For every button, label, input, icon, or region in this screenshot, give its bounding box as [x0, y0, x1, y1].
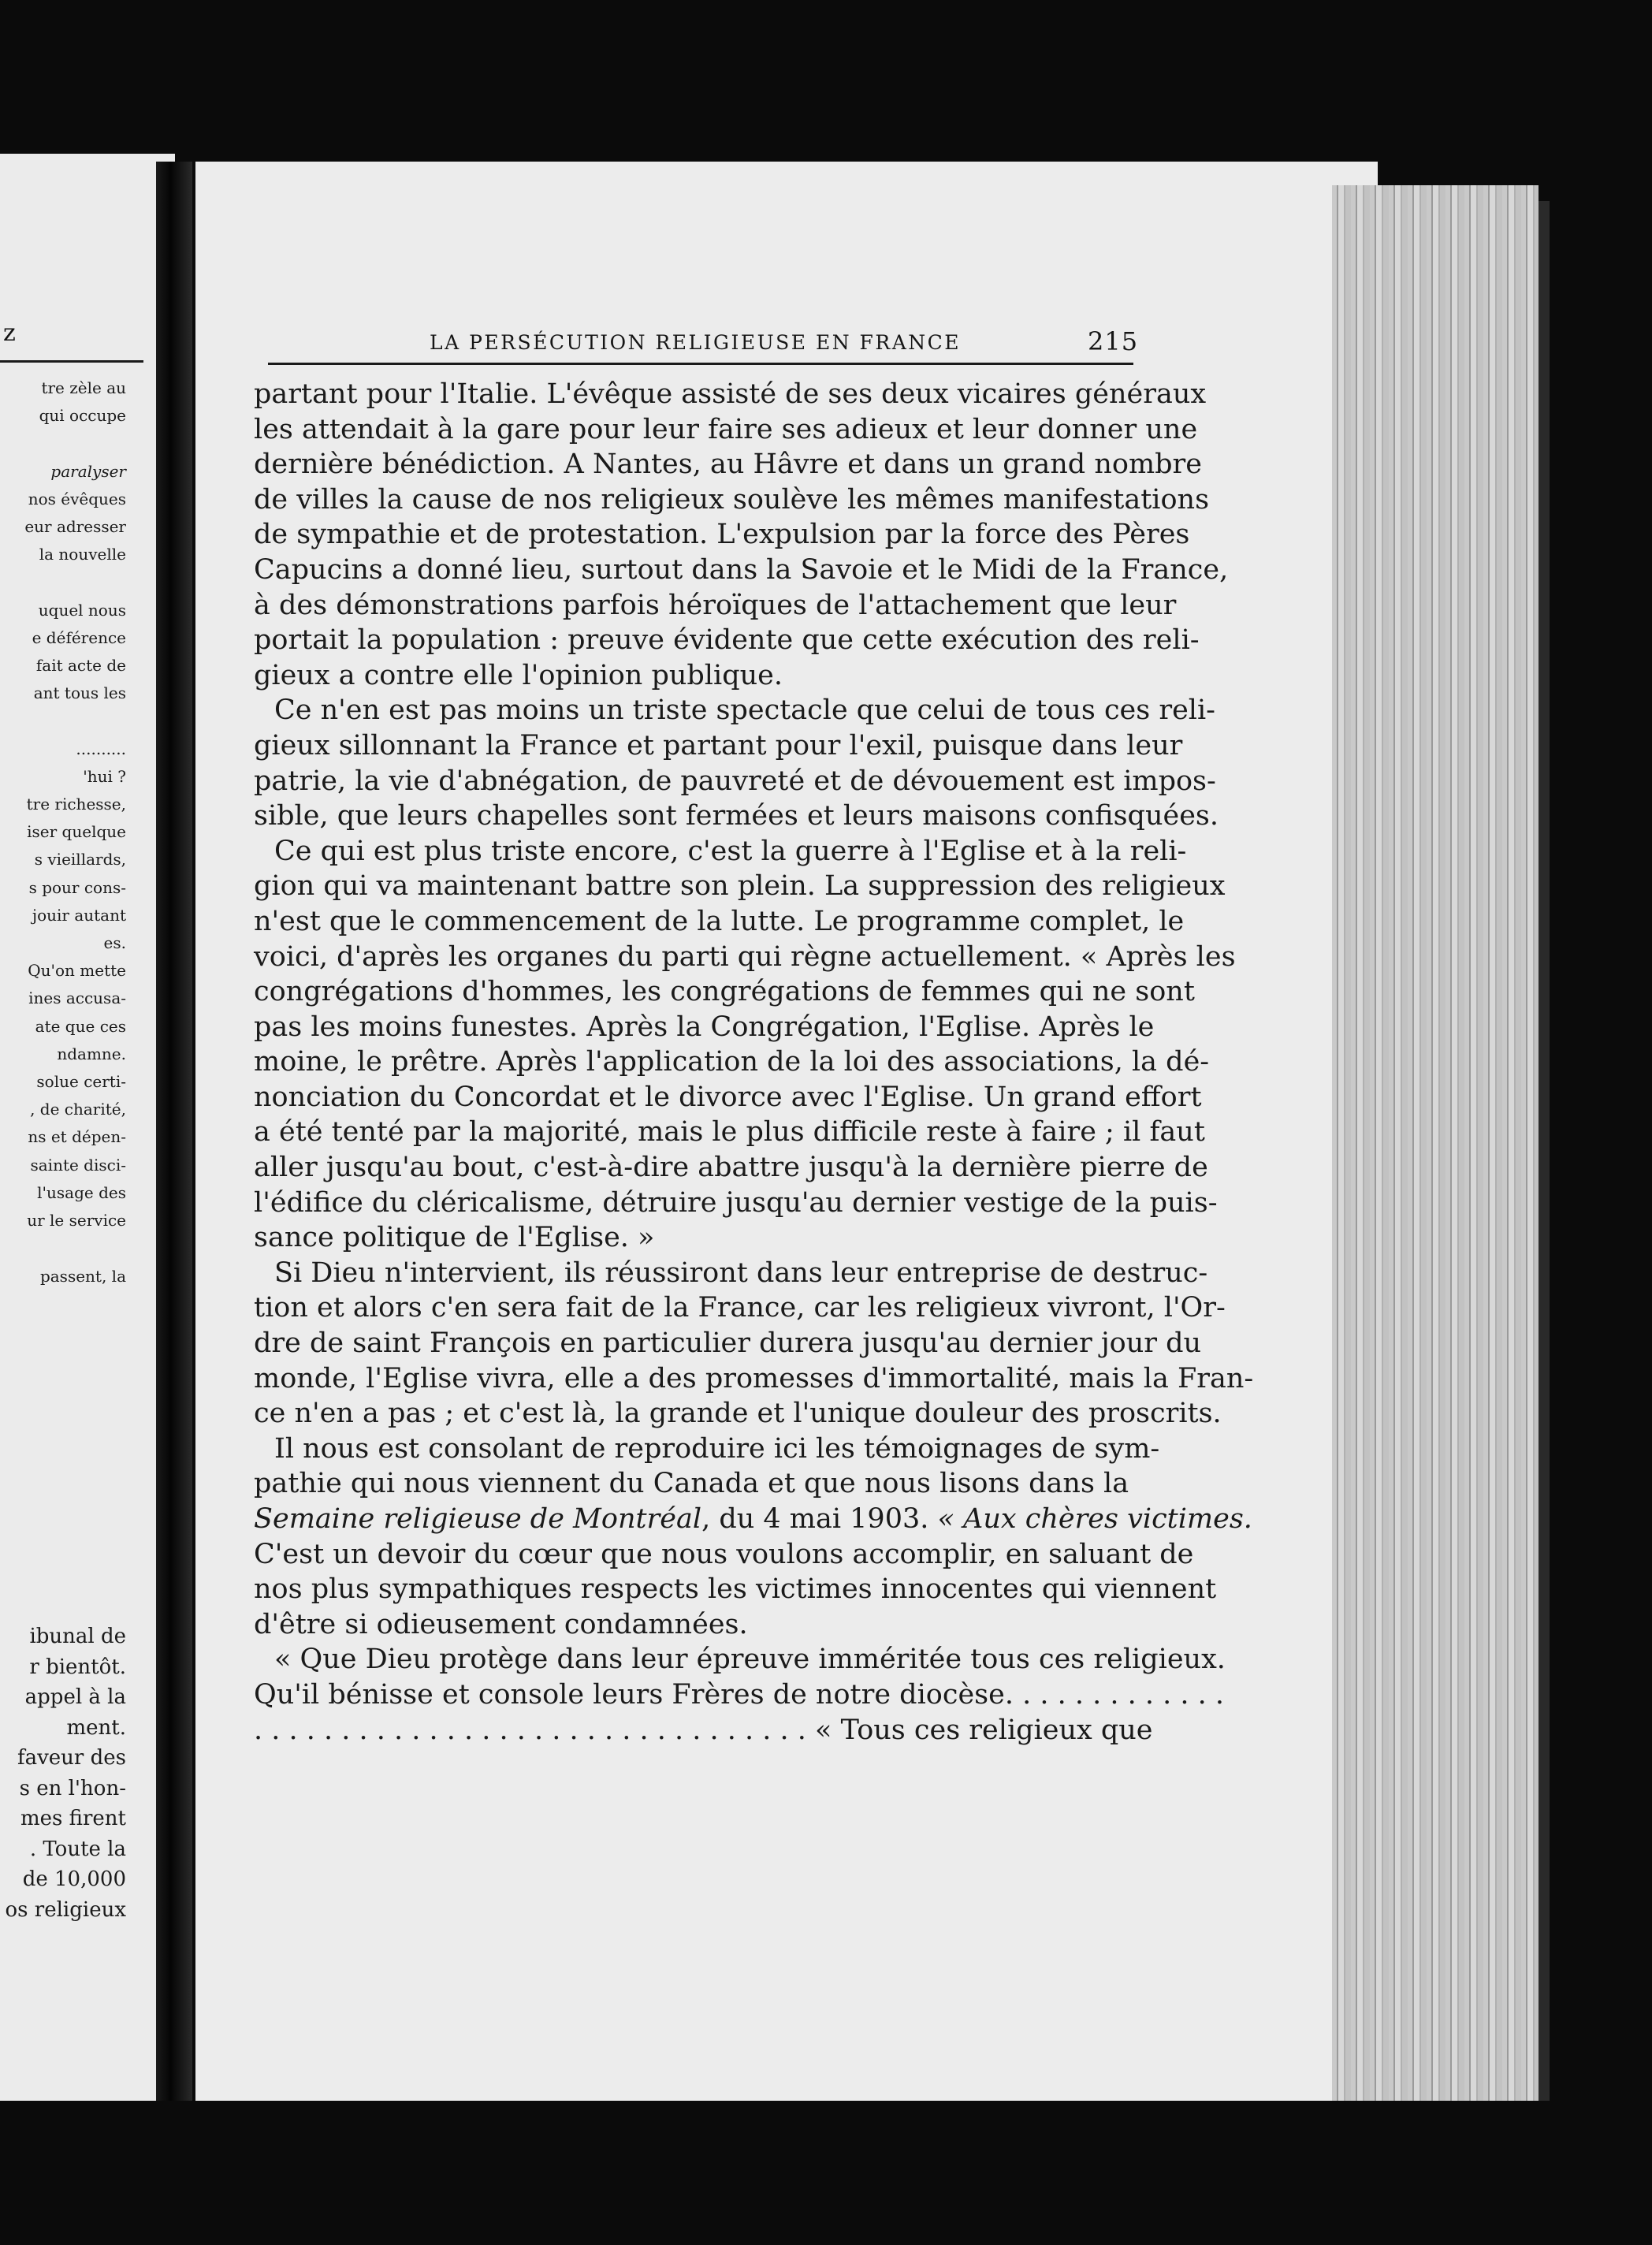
text-line: patrie, la vie d'abnégation, de pauvreté et de dévouement est impos-: [254, 765, 1216, 797]
previous-page-line: mes firent: [20, 1807, 126, 1830]
previous-page-text-small: [0, 374, 126, 1290]
previous-page-line: s pour cons-: [28, 877, 126, 897]
previous-page-line: Qu'on mette: [28, 961, 126, 981]
header-rule: [268, 363, 1133, 365]
text-segment: , du 4 mai 1903.: [701, 1503, 938, 1535]
text-line: portait la population : preuve évidente que cette exécution des reli-: [254, 624, 1200, 657]
text-line: C'est un devoir du cœur que nous voulons accomplir, en saluant de: [254, 1538, 1194, 1570]
text-line: Ce n'en est pas moins un triste spectacle que celui de tous ces reli-: [274, 694, 1215, 727]
text-line: gieux a contre elle l'opinion publique.: [254, 659, 783, 691]
italic-text: Semaine religieuse de Montréal: [254, 1503, 702, 1535]
text-line: nos plus sympathiques respects les victimes innocentes qui viennent: [254, 1573, 1217, 1606]
previous-page-line: l'usage des: [37, 1182, 126, 1202]
previous-page-line: tre zèle au: [41, 378, 126, 397]
italic-text: « Aux chères victimes.: [937, 1503, 1252, 1535]
text-line: Qu'il bénisse et console leurs Frères de notre diocèse. . . . . . . . . . . . .: [254, 1678, 1224, 1711]
text-line: sance politique de l'Eglise. »: [254, 1222, 655, 1254]
text-line: de sympathie et de protestation. L'expulsion par la force des Pères: [254, 519, 1190, 551]
previous-page-line: tre richesse,: [26, 795, 126, 814]
text-line: dernière bénédiction. A Nantes, au Hâvre et dans un grand nombre: [254, 449, 1202, 481]
previous-page-line: ant tous les: [33, 683, 126, 703]
text-line: de villes la cause de nos religieux soulève les mêmes manifestations: [254, 483, 1210, 516]
previous-page-line: faveur des: [17, 1746, 126, 1770]
previous-page-line: es.: [103, 933, 126, 953]
text-line: dre de saint François en particulier durera jusqu'au dernier jour du: [254, 1327, 1202, 1360]
previous-page-line: ines accusa-: [28, 988, 126, 1008]
previous-page-line: 'hui ?: [83, 766, 126, 786]
text-line: voici, d'après les organes du parti qui règne actuellement. « Après les: [254, 940, 1236, 973]
page-edges: [1332, 185, 1539, 2109]
previous-page-line: e déférence: [32, 627, 126, 647]
text-line: nonciation du Concordat et le divorce avec l'Eglise. Un grand effort: [254, 1081, 1202, 1113]
text-line: « Que Dieu protège dans leur épreuve imméritée tous ces religieux.: [274, 1644, 1226, 1676]
text-line: gieux sillonnant la France et partant pour l'exil, puisque dans leur: [254, 729, 1183, 761]
text-line: [254, 1502, 1252, 1537]
previous-page-corner-mark: z: [3, 319, 16, 347]
previous-page-line: jouir autant: [32, 905, 126, 925]
previous-page-line: . Toute la: [29, 1837, 126, 1861]
scan-background: [0, 2101, 1652, 2245]
text-line: Ce qui est plus triste encore, c'est la guerre à l'Eglise et à la reli-: [274, 835, 1187, 867]
text-line: aller jusqu'au bout, c'est-à-dire abattre jusqu'à la dernière pierre de: [254, 1152, 1208, 1184]
text-line: pas les moins funestes. Après la Congrégation, l'Eglise. Après le: [254, 1011, 1155, 1043]
previous-page-line: de 10,000: [22, 1867, 126, 1891]
previous-page-line: la nouvelle: [39, 545, 126, 564]
previous-page-line: , de charité,: [30, 1100, 126, 1119]
text-line: Si Dieu n'intervient, ils réussiront dans leur entreprise de destruc-: [274, 1257, 1208, 1289]
previous-page-header-rule: [0, 360, 143, 363]
text-line: ce n'en a pas ; et c'est là, la grande et l'unique douleur des proscrits.: [254, 1398, 1222, 1430]
text-line: d'être si odieusement condamnées.: [254, 1608, 748, 1640]
previous-page-line: qui occupe: [39, 406, 126, 426]
text-line: monde, l'Eglise vivra, elle a des promesses d'immortalité, mais la Fran-: [254, 1362, 1254, 1394]
previous-page-line: uquel nous: [38, 600, 126, 620]
previous-page-line: ..........: [76, 739, 126, 758]
previous-page-line: appel à la: [24, 1685, 126, 1709]
text-line: tion et alors c'en sera fait de la France, car les religieux vivront, l'Or-: [254, 1292, 1226, 1324]
previous-page-text-large: [0, 1621, 126, 1925]
previous-page-line: ment.: [66, 1715, 126, 1740]
previous-page-line: solue certi-: [36, 1072, 126, 1092]
previous-page-line: s vieillards,: [34, 850, 126, 869]
text-line: partant pour l'Italie. L'évêque assisté de ses deux vicaires généraux: [254, 378, 1207, 410]
page-edge-shadow: [1539, 201, 1550, 2109]
running-header: [268, 322, 1139, 361]
previous-page-line: eur adresser: [24, 517, 126, 537]
previous-page-line: os religieux: [5, 1897, 126, 1922]
text-line: a été tenté par la majorité, mais le plus difficile reste à faire ; il faut: [254, 1116, 1205, 1149]
previous-page-line: ndamne.: [57, 1044, 126, 1063]
text-line: congrégations d'hommes, les congrégations de femmes qui ne sont: [254, 976, 1195, 1008]
previous-page-fragment: [0, 154, 175, 2101]
previous-page-line: s en l'hon-: [19, 1776, 126, 1800]
previous-page-line: [0, 568, 126, 596]
previous-page-line: sainte disci-: [30, 1155, 126, 1175]
text-line: l'édifice du cléricalisme, détruire jusqu'au dernier vestige de la puis-: [254, 1186, 1218, 1219]
running-title: LA PERSÉCUTION RELIGIEUSE EN FRANCE: [430, 331, 962, 354]
previous-page-line: [0, 430, 126, 457]
text-line: n'est que le commencement de la lutte. Le programme complet, le: [254, 905, 1185, 937]
previous-page-line: [0, 1234, 126, 1262]
text-line: pathie qui nous viennent du Canada et que nous lisons dans la: [254, 1468, 1129, 1500]
previous-page-line: ibunal de: [29, 1625, 126, 1648]
text-line: Capucins a donné lieu, surtout dans la Savoie et le Midi de la France,: [254, 553, 1229, 586]
previous-page-line: iser quelque: [27, 822, 126, 842]
previous-page-line: fait acte de: [35, 656, 126, 676]
text-line: Il nous est consolant de reproduire ici les témoignages de sym-: [274, 1432, 1160, 1465]
previous-page-line: nos évêques: [28, 489, 126, 508]
previous-page-line: ate que ces: [35, 1016, 126, 1036]
book-gutter: [156, 162, 192, 2101]
body-text: [254, 377, 1254, 1748]
text-line: . . . . . . . . . . . . . . . . . . . . . . . . . . . . . . . . « Tous ces religieux que: [254, 1714, 1153, 1746]
text-line: sible, que leurs chapelles sont fermées et leurs maisons confisquées.: [254, 800, 1219, 832]
previous-page-line: r bientôt.: [29, 1655, 126, 1679]
text-line: moine, le prêtre. Après l'application de la loi des associations, la dé-: [254, 1046, 1210, 1078]
previous-page-line: paralyser: [50, 461, 126, 481]
previous-page-line: ur le service: [27, 1211, 126, 1230]
previous-page-line: passent, la: [39, 1266, 126, 1286]
text-line: gion qui va maintenant battre son plein. La suppression des religieux: [254, 870, 1226, 903]
text-line: à des démonstrations parfois héroïques de l'attachement que leur: [254, 589, 1177, 621]
previous-page-line: [0, 707, 126, 735]
previous-page-line: ns et dépen-: [28, 1127, 126, 1147]
text-line: les attendait à la gare pour leur faire ses adieux et leur donner une: [254, 413, 1198, 445]
page-number: 215: [1088, 326, 1139, 356]
